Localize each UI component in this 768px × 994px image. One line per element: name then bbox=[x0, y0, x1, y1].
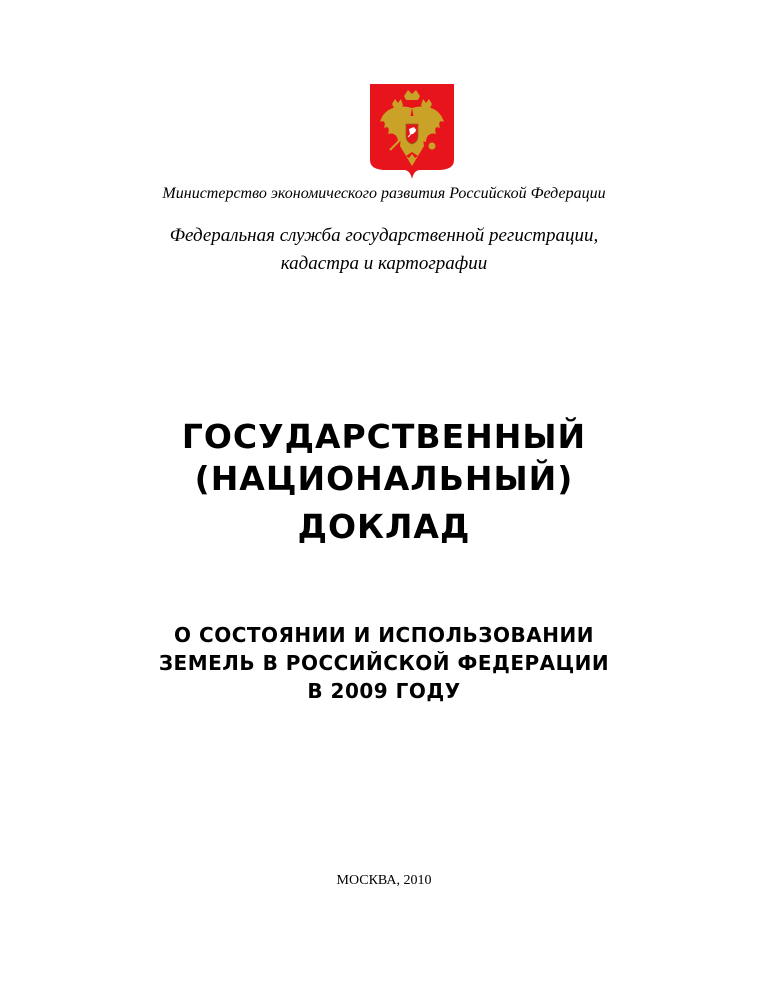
service-name-line2: кадастра и картографии bbox=[280, 253, 488, 274]
subtitle-line1: О СОСТОЯНИИ И ИСПОЛЬЗОВАНИИ bbox=[174, 623, 594, 647]
title-line1: ГОСУДАРСТВЕННЫЙ bbox=[181, 417, 587, 456]
service-name-line1: Федеральная служба государственной регистрации, bbox=[169, 225, 599, 246]
title-line3: ДОКЛАД bbox=[297, 507, 471, 546]
subtitle-line3: В 2009 ГОДУ bbox=[307, 679, 461, 703]
place-and-year: МОСКВА, 2010 bbox=[336, 873, 432, 888]
document-title bbox=[0, 416, 768, 548]
ministry-name: Министерство экономического развития Российской Федерации bbox=[162, 185, 606, 202]
title-line2: (НАЦИОНАЛЬНЫЙ) bbox=[194, 459, 574, 498]
service-name bbox=[0, 222, 768, 278]
subtitle-line2: ЗЕМЕЛЬ В РОССИЙСКОЙ ФЕДЕРАЦИИ bbox=[158, 651, 610, 675]
russian-coat-of-arms-icon bbox=[368, 82, 456, 180]
document-subtitle bbox=[0, 621, 768, 705]
